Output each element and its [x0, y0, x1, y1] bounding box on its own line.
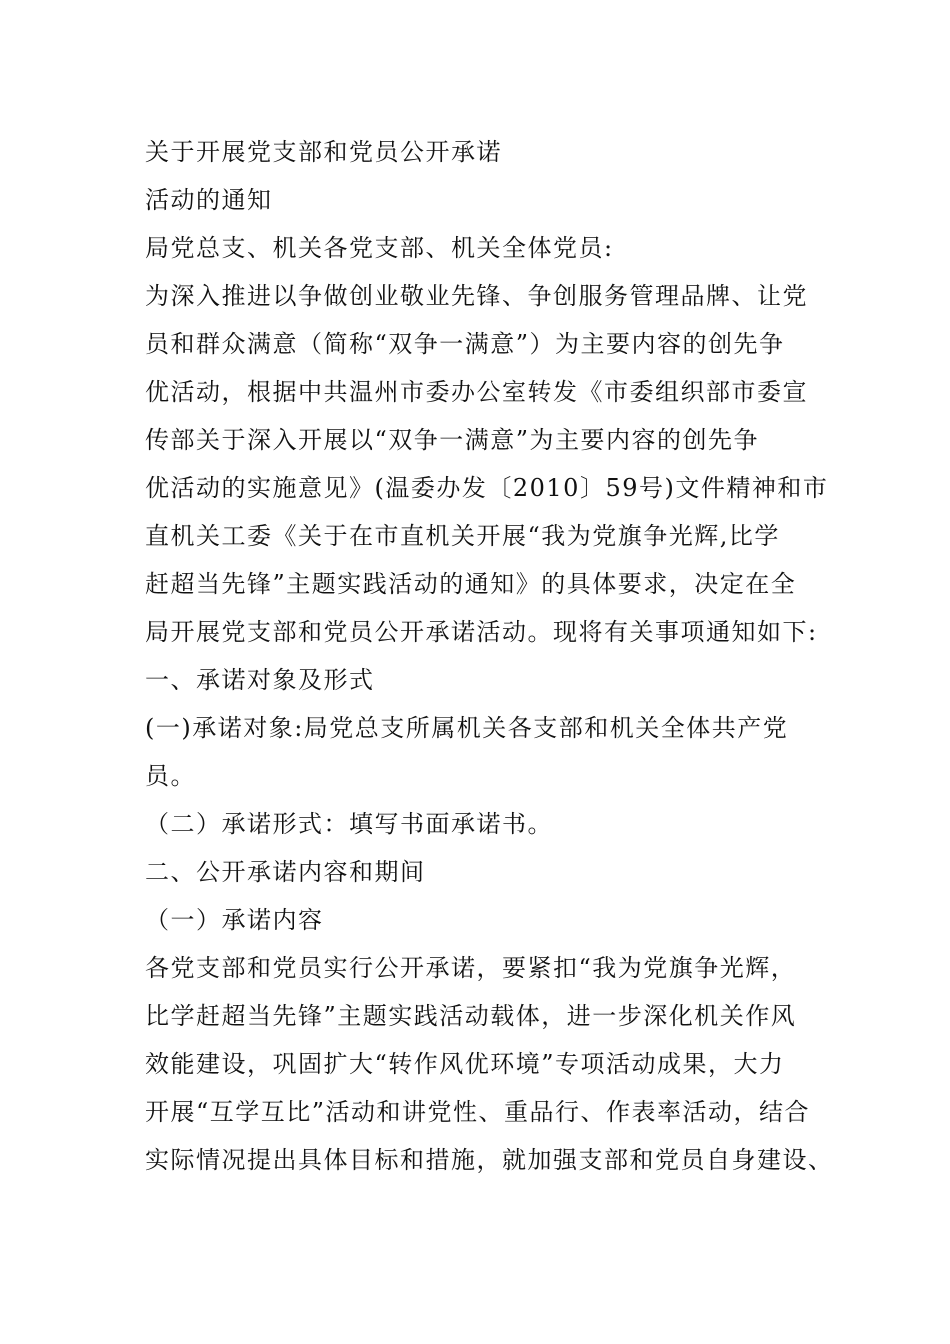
paragraph-line: 各党支部和党员实行公开承诺，要紧扣“我为党旗争光辉， — [145, 954, 797, 982]
paragraph-line: 直机关工委《关于在市直机关开展“我为党旗争光辉,比学 — [145, 522, 780, 550]
subsection-line: （二）承诺形式：填写书面承诺书。 — [145, 810, 553, 838]
paragraph-line: 为深入推进以争做创业敬业先锋、争创服务管理品牌、让党 — [145, 282, 808, 310]
addressee-line: 局党总支、机关各党支部、机关全体党员: — [145, 234, 614, 262]
paragraph-line: 比学赶超当先锋”主题实践活动载体，进一步深化机关作风 — [145, 1002, 797, 1030]
section-heading-2: 二、公开承诺内容和期间 — [145, 858, 426, 886]
document-body — [145, 128, 835, 1184]
subsection-heading: （一）承诺内容 — [145, 906, 324, 934]
paragraph-line: 优活动，根据中共温州市委办公室转发《市委组织部市委宣 — [145, 378, 808, 406]
paragraph-line: 传部关于深入开展以“双争一满意”为主要内容的创先争 — [145, 426, 760, 454]
section-heading-1: 一、承诺对象及形式 — [145, 666, 375, 694]
doc-title-line-1: 关于开展党支部和党员公开承诺 — [145, 138, 502, 166]
paragraph-line: 赶超当先锋”主题实践活动的通知》的具体要求，决定在全 — [145, 570, 797, 598]
paragraph-line: 开展“互学互比”活动和讲党性、重品行、作表率活动，结合 — [145, 1098, 811, 1126]
paragraph-line: 员和群众满意（简称“双争一满意”）为主要内容的创先争 — [145, 330, 785, 358]
paragraph-line: 实际情况提出具体目标和措施，就加强支部和党员自身建设、 — [145, 1146, 834, 1174]
paragraph-line: 局开展党支部和党员公开承诺活动。现将有关事项通知如下: — [145, 618, 818, 646]
subsection-line: 员。 — [145, 762, 196, 790]
subsection-line: (一)承诺对象:局党总支所属机关各支部和机关全体共产党 — [145, 714, 789, 742]
paragraph-line: 优活动的实施意见》(温委办发〔2010〕59号)文件精神和市 — [145, 474, 829, 502]
doc-title-line-2: 活动的通知 — [145, 186, 273, 214]
paragraph-line: 效能建设，巩固扩大“转作风优环境”专项活动成果，大力 — [145, 1050, 785, 1078]
